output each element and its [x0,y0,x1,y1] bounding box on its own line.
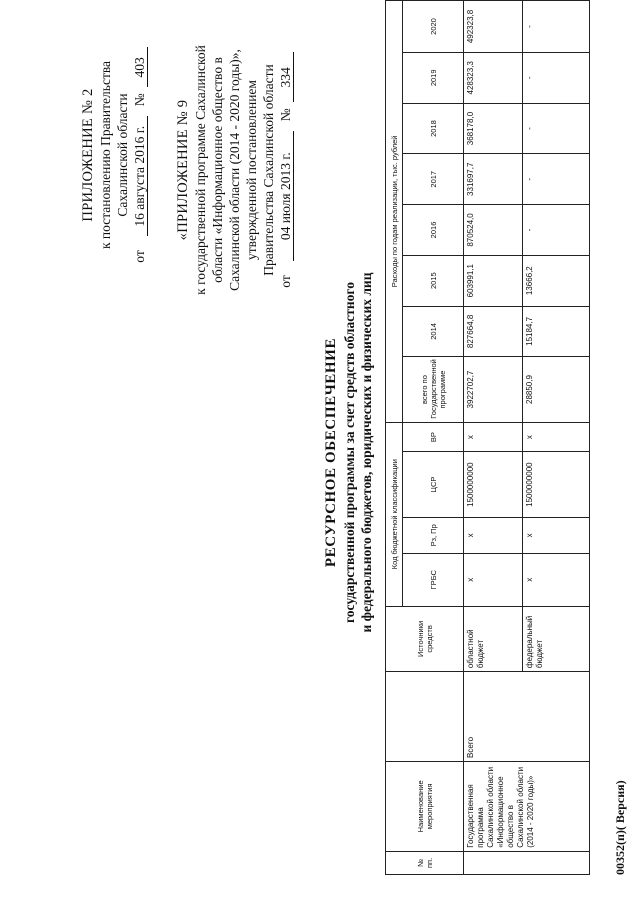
cell-year-value: 870524,0 [464,205,523,256]
header-col3 [386,672,464,762]
appendix-2-date: 16 августа 2016 г. [132,116,148,236]
document-footer: 00352(п)( Версия) [613,780,627,875]
header-expenses-group: Расходы по годам реализации, тыс. рублей [386,1,403,423]
header-year: 2017 [403,154,464,205]
header-code-group: Код бюджетной классификации [386,422,403,606]
appendix-9-title: «ПРИЛОЖЕНИЕ № 9 [175,99,191,241]
cell-rzpr: х [523,517,590,553]
cell-vr: х [523,422,590,452]
appendix-2-date-line [131,25,148,285]
appendix-9-from: от [278,275,293,288]
table-row [464,1,523,875]
header-num: № пп. [386,851,464,874]
document-title-line2: государственной программы за счет средств областного [342,282,357,623]
appendix-9-line3: Сахалинской области (2014 - 2020 годы)», [227,49,242,291]
appendix-9-line1: к государственной программе Сахалинской [193,45,208,295]
appendix-9-block [175,15,294,325]
cell-grbs: х [523,553,590,606]
cell-total: 3922702,7 [464,357,523,423]
header-year: 2019 [403,52,464,103]
appendix-2-from: от [132,250,147,263]
cell-program-name: Государственная программа Сахалинской области «Информационное общество в Сахалинской области (2014 - 2020 годы)» [464,761,590,851]
appendix-9-date: 04 июля 2013 г. [278,131,294,261]
appendix-2-title: ПРИЛОЖЕНИЕ № 2 [80,88,96,222]
appendix-2-line1: к постановлению Правительства [98,60,113,250]
appendix-9-no-sign: № [278,108,293,122]
cell-year-value: - [523,103,590,154]
document-title-line3: и федерального бюджетов, юридических и физических лиц [359,272,374,633]
header-rzpr: Рз, Пр [403,517,464,553]
cell-year-value: - [523,154,590,205]
cell-year-value: 13666,2 [523,255,590,306]
appendix-9-date-line [277,15,294,325]
header-name: Наименование мероприятия [386,761,464,851]
appendix-2-no-sign: № [132,93,147,107]
header-year: 2020 [403,1,464,53]
cell-all-label: Всего [464,672,590,762]
table-header-row [386,1,403,875]
appendix-9-line5: Правительства Сахалинской области [261,64,276,276]
appendix-9-line4: утвержденной постановлением [244,80,259,260]
cell-year-value: - [523,52,590,103]
cell-csr: 1500000000 [464,452,523,518]
header-year: 2016 [403,205,464,256]
header-year: 2018 [403,103,464,154]
cell-year-value: 331697,7 [464,154,523,205]
header-grbs: ГРБС [403,553,464,606]
cell-vr: х [464,422,523,452]
cell-year-value: 827664,8 [464,306,523,357]
appendix-9-line2: области «Информационное общество в [210,57,225,283]
cell-year-value: - [523,1,590,53]
cell-year-value: - [523,205,590,256]
document-title-line1: РЕСУРСНОЕ ОБЕСПЕЧЕНИЕ [323,337,339,568]
resource-table [385,0,590,875]
cell-year-value: 368178,0 [464,103,523,154]
document-title [322,0,375,905]
cell-grbs: х [464,553,523,606]
cell-rzpr: х [464,517,523,553]
header-total: всего по Государственной программе [403,357,464,423]
header-sources: Источники средств [386,606,464,672]
cell-total: 28850,9 [523,357,590,423]
header-vr: ВР [403,422,464,452]
cell-source: федеральный бюджет [523,606,590,672]
cell-year-value: 492323,8 [464,1,523,53]
appendix-2-number: 403 [132,47,148,87]
cell-year-value: 428323,3 [464,52,523,103]
cell-source: областной бюджет [464,606,523,672]
cell-year-value: 15184,7 [523,306,590,357]
cell-csr: 1500000000 [523,452,590,518]
appendix-9-number: 334 [278,52,294,102]
appendix-2-line2: Сахалинской области [115,93,130,217]
header-year: 2014 [403,306,464,357]
cell-num [464,851,590,874]
header-year: 2015 [403,255,464,306]
cell-year-value: 603991,1 [464,255,523,306]
header-csr: ЦСР [403,452,464,518]
appendix-2-block [80,25,148,285]
